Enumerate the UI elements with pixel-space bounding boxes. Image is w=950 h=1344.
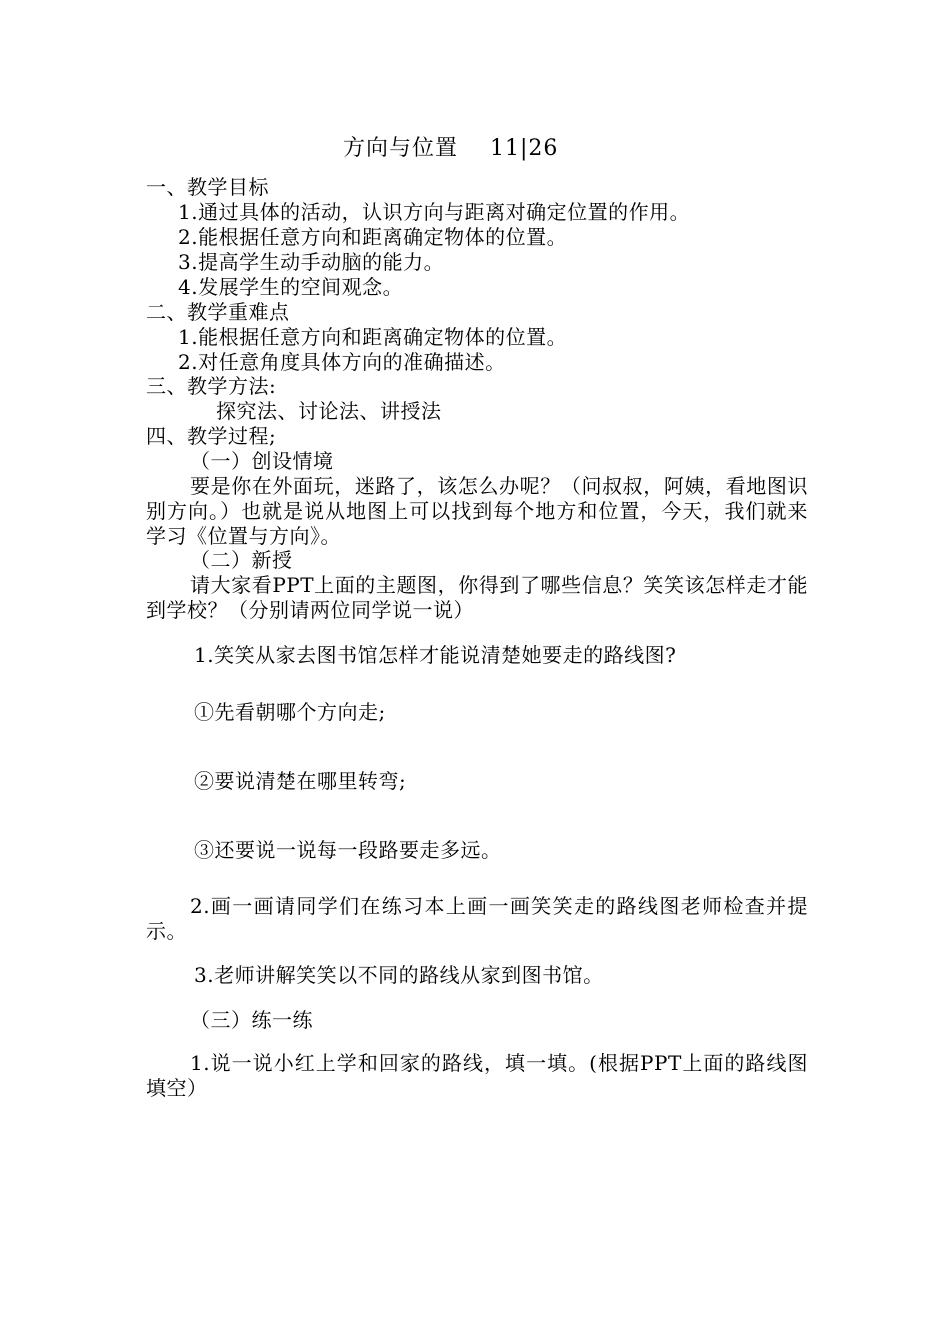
key-point-item: 2.对任意角度具体方向的准确描述。 xyxy=(178,350,506,374)
objective-item: 3.提高学生动手动脑的能力。 xyxy=(178,250,445,274)
question-2: 2.画一画请同学们在练习本上画一画笑笑走的路线图老师检查并提示。 xyxy=(146,894,808,943)
page-title: 方向与位置 11|26 xyxy=(343,136,559,161)
key-point-item: 1.能根据任意方向和距离确定物体的位置。 xyxy=(178,325,568,349)
question-3: 3.老师讲解笑笑以不同的路线从家到图书馆。 xyxy=(194,963,604,987)
situation-paragraph: 要是你在外面玩，迷路了，该怎么办呢？（问叔叔，阿姨，看地图识别方向。）也就是说从地图上可以找到每个地方和位置，今天，我们就来学习《位置与方向》。 xyxy=(146,474,808,548)
new-lesson-paragraph: 请大家看PPT上面的主题图，你得到了哪些信息？笑笑该怎样走才能到学校？（分别请两位同学说一说） xyxy=(146,573,808,622)
step-item: ①先看朝哪个方向走; xyxy=(194,700,386,724)
objective-item: 1.通过具体的活动，认识方向与距离对确定位置的作用。 xyxy=(178,200,691,224)
objective-item: 2.能根据任意方向和距离确定物体的位置。 xyxy=(178,225,568,249)
section-heading-methods: 三、教学方法: xyxy=(146,374,277,398)
section-heading-process: 四、教学过程; xyxy=(146,424,277,448)
section-heading-objectives: 一、教学目标 xyxy=(146,175,269,199)
subheading-situation: （一）创设情境 xyxy=(190,449,334,473)
objective-item: 4.发展学生的空间观念。 xyxy=(178,275,404,299)
question-1: 1.笑笑从家去图书馆怎样才能说清楚她要走的路线图? xyxy=(194,643,677,667)
subheading-practice: （三）练一练 xyxy=(190,1008,313,1032)
section-heading-key-points: 二、教学重难点 xyxy=(146,300,290,324)
step-item: ②要说清楚在哪里转弯; xyxy=(194,769,407,793)
step-item: ③还要说一说每一段路要走多远。 xyxy=(194,838,502,862)
practice-question-1: 1.说一说小红上学和回家的路线，填一填。(根据PPT上面的路线图填空） xyxy=(146,1051,808,1100)
subheading-new-lesson: （二）新授 xyxy=(190,548,293,572)
methods-content: 探究法、讨论法、讲授法 xyxy=(216,399,442,423)
